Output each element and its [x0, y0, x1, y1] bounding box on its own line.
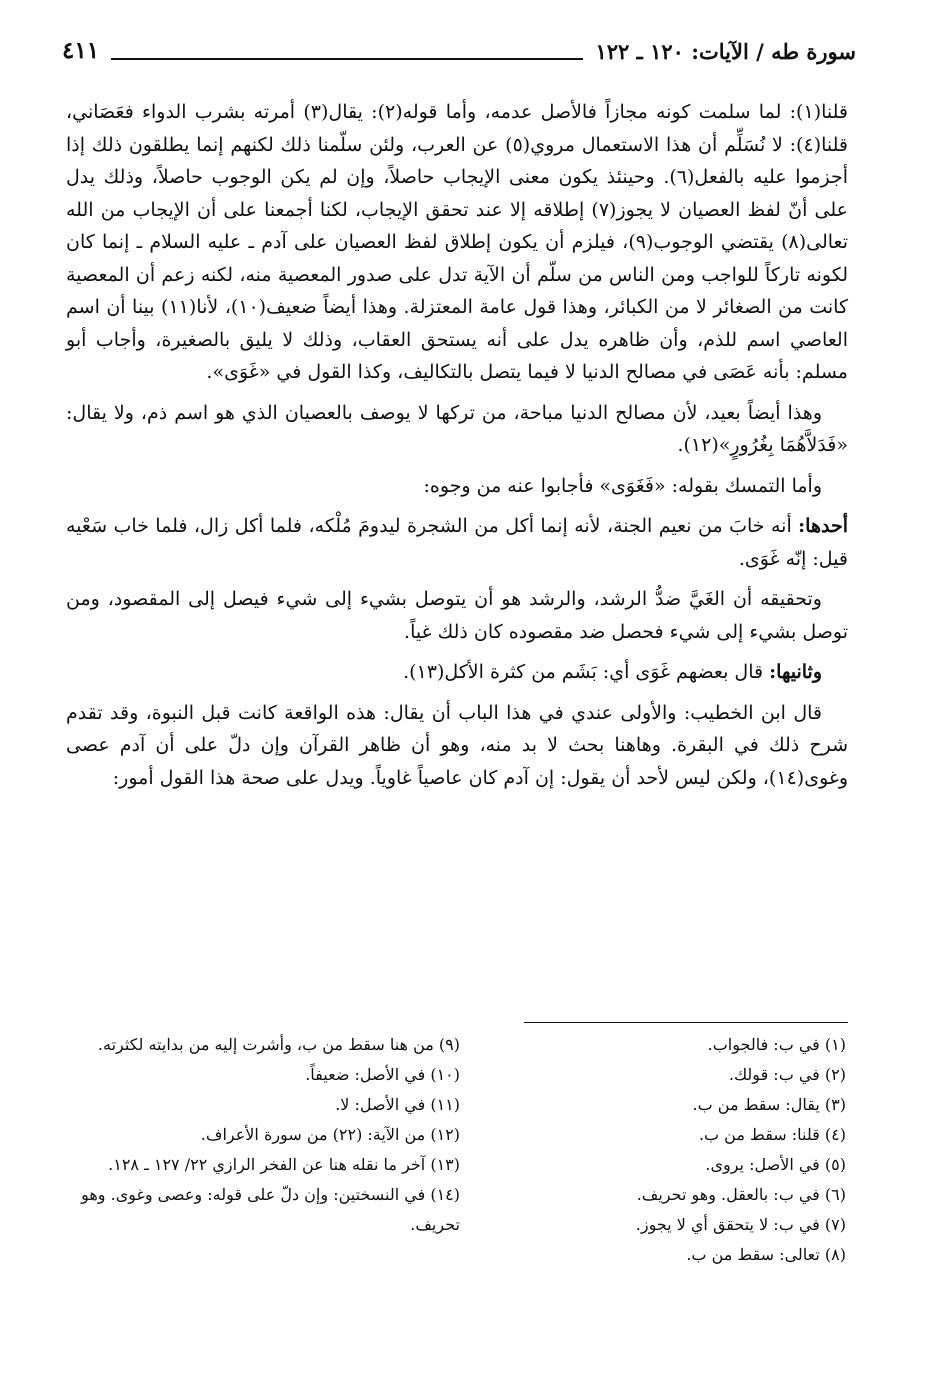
footnote-8: (٨) تعالى: سقط من ب. — [686, 1245, 846, 1264]
footnote-5: (٥) في الأصل: يروى. — [705, 1155, 846, 1174]
footnote-1: (١) في ب: فالجواب. — [707, 1035, 846, 1054]
footnote-9: (٩) من هنا سقط من ب، وأشرت إليه من بدايته لكثرته. — [97, 1035, 460, 1054]
footnotes — [72, 1030, 846, 1270]
paragraph-6-text: قال بعضهم غَوَى أي: بَشَم من كثرة الأكل(١٣). — [403, 661, 764, 683]
lead-first: أحدها: — [798, 515, 848, 537]
footnote-3: (٣) يقال: سقط من ب. — [692, 1095, 846, 1114]
header-title: سورة طه / الآيات: ١٢٠ ـ ١٢٢ — [595, 39, 856, 64]
footnote-11: (١١) في الأصل: لا. — [335, 1095, 460, 1114]
footnote-6: (٦) في ب: بالعقل. وهو تحريف. — [636, 1185, 846, 1204]
paragraph-2: وهذا أيضاً بعيد، لأن مصالح الدنيا مباحة، من تركها لا يوصف بالعصيان الذي هو اسم ذم، ولا يقال: «فَدَلاَّهُمَا بِغُرُورٍ»(١٢). — [66, 401, 848, 456]
footnote-10: (١٠) في الأصل: ضعيفاً. — [305, 1065, 460, 1084]
footnote-12: (١٢) من الآية: (٢٢) من سورة الأعراف. — [200, 1125, 460, 1144]
running-header — [62, 34, 856, 68]
paragraph-5: وتحقيقه أن الغَيَّ ضدُّ الرشد، والرشد هو أن يتوصل بشيء إلى شيء فيصل إلى المقصود، ومن توصل بشيء إلى شيء فحصل ضد مقصوده كان ذلك غياً. — [66, 588, 848, 643]
paragraph-3: وأما التمسك بقوله: «فَغَوَى» فأجابوا عنه من وجوه: — [423, 474, 822, 497]
footnote-13: (١٣) آخر ما نقله هنا عن الفخر الرازي ٢٢/ ١٢٧ ـ ١٢٨. — [108, 1155, 460, 1174]
header-rule — [111, 58, 583, 60]
paragraph-1: قلنا(١): لما سلمت كونه مجازاً فالأصل عدمه، وأما قوله(٢): يقال(٣) أمرته بشرب الدواء فعَصَاني، قلنا(٤): لا نُسَلِّم أن هذا الاستعمال مروي(٥) عن العرب، ولئن سلّمنا ذلك لكنهم إنما يطلقون ذلك إذا أجزموا عليه بالفعل(٦). وحينئذ يكون معنى الإيجاب حاصلاً، وإن لم يكن الوجوب حاصلاً، وذلك يدل على أنّ لفظ العصيان لا يجوز(٧) إطلاقه إلا عند تحقق الإيجاب، لكنا أجمعنا على أن الإيجاب من الله تعالى(٨) يقتضي الوجوب(٩)، فيلزم أن يكون إطلاق لفظ العصيان على آدم ـ عليه السلام ـ إنما كان لكونه تاركاً للواجب ومن الناس من سلّم أن الآية تدل على صدور المعصية منه، لكنه زعم أن المعصية كانت من الصغائر لا من الكبائر، وهذا قول عامة المعتزلة. وهذا أيضاً ضعيف(١٠)، لأنا(١١) بينا أن اسم العاصي اسم للذم، وأن ظاهره يدل على أنه يستحق العقاب، وذلك لا يليق بالصغيرة، وأجاب أبو مسلم: بأنه عَصَى في مصالح الدنيا لا فيما يتصل بالتكاليف، وكذا القول في «غَوَى». — [66, 101, 849, 383]
page-number: ٤١١ — [62, 37, 100, 64]
footnote-4: (٤) قلنا: سقط من ب. — [698, 1125, 846, 1144]
footnote-7: (٧) في ب: لا يتحقق أي لا يجوز. — [635, 1215, 846, 1234]
footnote-rule — [524, 1022, 848, 1023]
main-text — [66, 96, 848, 802]
paragraph-7: قال ابن الخطيب: والأولى عندي في هذا الباب أن يقال: هذه الواقعة كانت قبل النبوة، وقد تقدم شرح ذلك في البقرة. وهاهنا بحث لا بد منه، وهو أن ظاهر القرآن وإن دلّ على أن آدم عصى وغوى(١٤)، ولكن ليس لأحد أن يقول: إن آدم كان عاصياً غاوياً. ويدل على صحة هذا القول أمور: — [66, 701, 848, 789]
footnote-14: (١٤) في النسختين: وإن دلّ على قوله: وعصى وغوى. وهو تحريف. — [81, 1185, 460, 1234]
lead-second: وثانيها: — [769, 661, 822, 683]
footnote-2: (٢) في ب: قولك. — [728, 1065, 846, 1084]
paragraph-4-text: أنه خابَ من نعيم الجنة، لأنه إنما أكل من الشجرة ليدومَ مُلْكه، فلما أكل زال، فلما خاب سَعْيه قيل: إنّه غَوَى. — [66, 515, 848, 570]
paragraph-4 — [66, 510, 848, 575]
footnotes-right-column — [506, 1030, 846, 1270]
footnotes-left-column — [72, 1030, 460, 1270]
paragraph-6 — [66, 656, 848, 689]
